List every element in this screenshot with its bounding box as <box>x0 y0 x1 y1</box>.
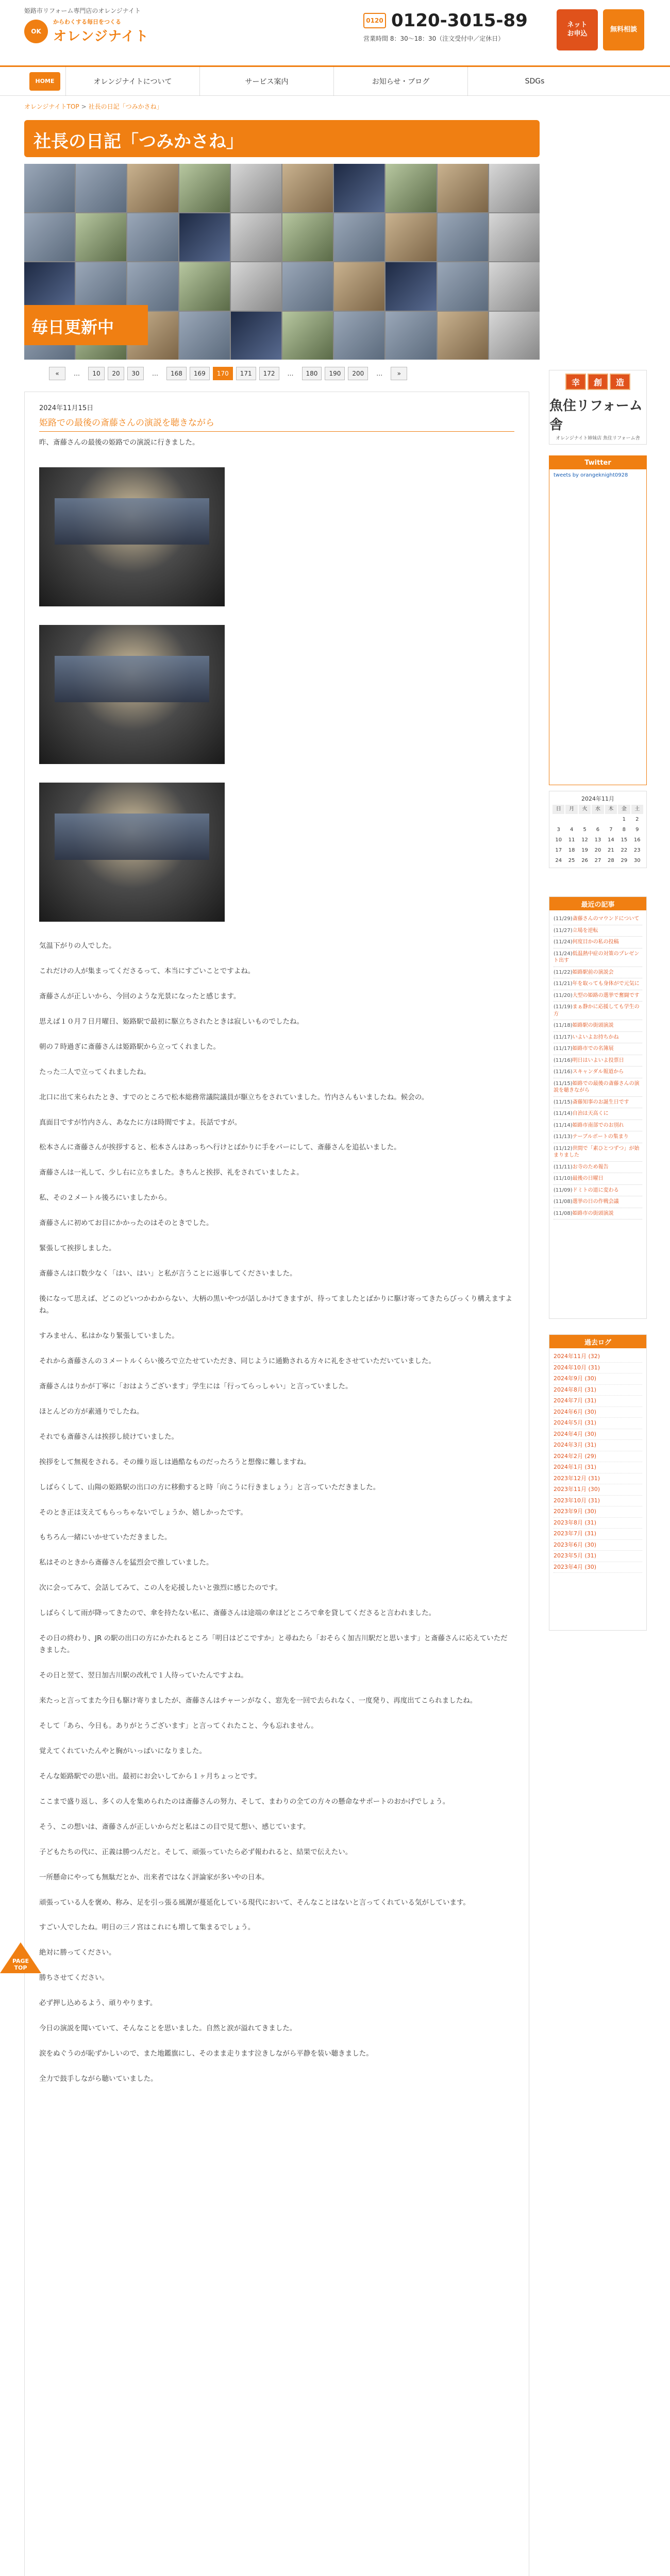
post-paragraph: 絶対に勝ってください。 <box>39 1948 116 1957</box>
post-paragraph: 緊張して挨拶しました。 <box>39 1244 116 1253</box>
page-top-button[interactable] <box>0 1942 41 1981</box>
archive-item[interactable]: 2023年9月 (30) <box>554 1506 642 1518</box>
phone-block <box>363 10 528 43</box>
twitter-link[interactable]: tweets by orangeknight0928 <box>554 472 628 478</box>
post-paragraph: 挨拶をして無視をされる。その繰り返しは過酷なものだったろうと想像に難しますね。 <box>39 1458 311 1466</box>
recent-post-title[interactable]: 低温熱中症の対策のプレゼント出す <box>554 951 640 963</box>
recent-post-date: (11/24) <box>554 939 573 945</box>
post-photo <box>39 783 225 922</box>
calendar-day[interactable]: 8 <box>622 827 626 833</box>
calendar-weekday: 木 <box>605 805 617 814</box>
recent-post-item[interactable] <box>554 937 642 948</box>
pagination-link[interactable]: 200 <box>348 367 368 380</box>
phone-number[interactable]: 0120-3015-89 <box>391 10 528 31</box>
recent-post-item[interactable] <box>554 1020 642 1032</box>
pagination-ellipsis: … <box>287 370 294 377</box>
calendar-weekday: 月 <box>565 805 577 814</box>
archive-item[interactable]: 2023年11月 (30) <box>554 1484 642 1496</box>
recent-post-title[interactable]: 斎藤知事のお誕生日です <box>572 1099 629 1105</box>
post-paragraph: 来たっと言ってまた今日も駆け寄りましたが、斎藤さんはチャーンがなく、窓先を一回で去られなく、一度発り、再度出てこられましたね。 <box>39 1697 477 1705</box>
calendar-day[interactable]: 28 <box>608 858 614 863</box>
recent-post-date: (11/08) <box>554 1199 573 1205</box>
calendar-day <box>605 815 617 824</box>
recent-post-item[interactable] <box>554 948 642 967</box>
pagination-link[interactable]: 180 <box>302 367 322 380</box>
archive-item[interactable]: 2024年8月 (31) <box>554 1385 642 1396</box>
recent-post-date: (11/20) <box>554 992 573 998</box>
calendar-weekday: 火 <box>579 805 591 814</box>
recent-post-item[interactable] <box>554 1097 642 1109</box>
recent-post-title[interactable]: 姫路市南部でのお別れ <box>572 1122 624 1128</box>
recent-post-title[interactable]: 姫路市の街頭演説 <box>572 1210 614 1216</box>
recent-post-title[interactable]: 立場を逆転 <box>572 927 598 934</box>
recent-post-title[interactable]: 世間で「素ひとつずつ」が始まりました <box>554 1145 640 1158</box>
post-paragraph: すごい人でしたね。明日の三ノ宮はこれにも増して集まるでしょう。 <box>39 1923 255 1932</box>
pagination-link[interactable]: 168 <box>166 367 187 380</box>
nav-home[interactable] <box>24 67 65 95</box>
post-paragraph: 今日の演説を聞いていて、そんなことを思いました。自然と涙が溢れてきました。 <box>39 2024 297 2033</box>
recent-post-date: (11/15) <box>554 1099 573 1105</box>
pagination-link[interactable]: 170 <box>213 367 233 380</box>
archive-item[interactable]: 2023年4月 (30) <box>554 1562 642 1573</box>
calendar-day[interactable]: 17 <box>555 848 562 853</box>
post-paragraph: すみません、私はかなり緊張していました。 <box>39 1331 179 1340</box>
recent-post-item[interactable] <box>554 1032 642 1044</box>
calendar-day <box>565 815 577 824</box>
post-paragraph: そう、この想いは、斎藤さんが正しいからだと私はこの目で見て想い、感じています。 <box>39 1822 310 1831</box>
post-paragraph: 斎藤さんは一礼して、少し右に立ちました。きちんと挨拶、礼をされていましたよ。 <box>39 1168 304 1177</box>
post-paragraph: しばらくして、山陽の姫路駅の出口の方に移動すると時「向こうに行きましょう」と言っていただきました。 <box>39 1483 380 1492</box>
post-paragraph: 涙をぬぐうのが恥ずかしいので、また地鑑旗にし、そのまま走ります泣きしながら平静を装い聴きました。 <box>39 2049 373 2058</box>
post-paragraph: 斎藤さんはりかが丁寧に「おはようございます」学生には「行ってらっしゃい」と言っていました。 <box>39 1382 353 1391</box>
calendar-day[interactable]: 9 <box>635 827 639 833</box>
blog-post <box>24 392 529 2576</box>
page-title: 社長の日記「つみかさね」 <box>24 120 540 157</box>
daily-update-badge: 毎日更新中 <box>24 305 148 345</box>
post-paragraph: 頑張っている人を褒め、称み、足を引っ張る風潮が蔓延化している現代において、そんなことはないと言ってくれている気がしています。 <box>39 1898 470 1907</box>
sister-shop-banner[interactable] <box>549 370 647 445</box>
calendar-title: 2024年11月 <box>581 795 614 802</box>
post-paragraph: 私、その２メートル後ろにいましたから。 <box>39 1194 172 1202</box>
freedial-badge: 0120 <box>363 13 386 28</box>
recent-post-date: (11/08) <box>554 1210 573 1216</box>
archive-item[interactable]: 2023年7月 (31) <box>554 1529 642 1540</box>
recent-post-date: (11/16) <box>554 1057 573 1063</box>
post-paragraph: 気温下がりの人でした。 <box>39 941 116 950</box>
pagination-ellipsis: … <box>376 370 383 377</box>
pagination-link[interactable]: 169 <box>190 367 210 380</box>
calendar-day[interactable]: 24 <box>555 858 562 863</box>
site-tagline: 姫路市リフォーム専門店のオレンジナイト <box>24 7 141 14</box>
calendar-day[interactable]: 30 <box>633 858 641 863</box>
twitter-heading: Twitter <box>549 456 646 469</box>
recent-post-date: (11/13) <box>554 1134 573 1140</box>
calendar-day[interactable]: 29 <box>621 858 628 863</box>
post-paragraph: ほとんどの方が素通りでしたね。 <box>39 1407 144 1416</box>
recent-post-date: (11/16) <box>554 1069 573 1075</box>
business-hours: 営業時間 8：30～18：30（注文受付中／定休日） <box>363 35 505 42</box>
recent-post-item[interactable] <box>554 1131 642 1143</box>
post-paragraph: 必ず押し込めるよう、頑りやります。 <box>39 1999 157 2008</box>
post-paragraph: それから斎藤さんの３メートルくらい後ろで立たせていただき、同じように通勤される方々に礼をさせていただいていました。 <box>39 1357 435 1365</box>
breadcrumb-top-link[interactable]: オレンジナイトTOP <box>24 103 79 110</box>
banner-tile: 創 <box>588 374 608 390</box>
recent-post-item[interactable] <box>554 1173 642 1185</box>
breadcrumb-current: 社長の日記「つみかさね」 <box>88 103 163 110</box>
pagination-link[interactable]: » <box>391 367 407 380</box>
post-paragraph: 真面目ですが竹内さん、あなたに方は時間ですよ。長話ですが。 <box>39 1118 242 1127</box>
archive-item[interactable]: 2024年2月 (29) <box>554 1451 642 1463</box>
post-paragraph: 斎藤さんに初めてお目にかかったのはそのときでした。 <box>39 1219 213 1228</box>
calendar-weekday: 金 <box>618 805 630 814</box>
recent-post-item[interactable] <box>554 1196 642 1208</box>
post-body <box>39 437 514 2085</box>
archive-item[interactable]: 2023年8月 (31) <box>554 1518 642 1529</box>
recent-post-item[interactable] <box>554 1162 642 1174</box>
post-paragraph: しばらくして雨が降ってきたので、傘を持たない私に、斎藤さんは途端の傘ほどところで傘を貸してくださると言われました。 <box>39 1609 436 1618</box>
global-nav <box>0 67 670 96</box>
calendar-day[interactable]: 14 <box>608 837 614 843</box>
recent-post-item[interactable] <box>554 1108 642 1120</box>
post-paragraph: 斎藤さんが正しいから、今回のような光景になったと感じます。 <box>39 992 241 1001</box>
post-paragraph: 後になって思えば、どこのどいつかわからない、大柄の黒いやつが話しかけてきますが、待ってましたとばかりに駆け寄ってきたらびっくり構えますよね。 <box>39 1295 512 1315</box>
calendar-day[interactable]: 3 <box>557 827 560 833</box>
recent-post-date: (11/29) <box>554 916 573 922</box>
recent-post-item[interactable] <box>554 1120 642 1132</box>
post-paragraph: 私はそのときから斎藤さんを猛烈会で推していました。 <box>39 1558 213 1567</box>
calendar-day <box>592 815 604 824</box>
post-paragraph: 次に会ってみて、会話してみて、この人を応援したいと強烈に感じたのです。 <box>39 1584 282 1592</box>
post-paragraphs <box>39 940 514 2085</box>
nav-item-sdgs[interactable]: SDGs <box>467 67 601 95</box>
archive-item[interactable]: 2023年6月 (30) <box>554 1540 642 1551</box>
calendar-day[interactable]: 22 <box>621 848 628 853</box>
post-paragraph: その日と翌て、翌日加古川駅の改札で１人待っていたんですよね。 <box>39 1671 248 1680</box>
recent-posts-widget <box>549 896 647 1319</box>
recent-post-title[interactable]: 何度目かの私の投稿 <box>572 939 619 945</box>
recent-post-date: (11/10) <box>554 1176 573 1181</box>
site-header <box>0 0 670 67</box>
twitter-widget <box>549 455 647 785</box>
recent-post-item[interactable] <box>554 925 642 937</box>
recent-post-title[interactable]: 姫路市での名簿展 <box>572 1046 614 1052</box>
net-apply-button[interactable]: ネット お申込 <box>557 9 598 50</box>
recent-post-date: (11/19) <box>554 1004 573 1010</box>
recent-post-item[interactable] <box>554 1055 642 1067</box>
post-paragraph: もちろん一緒にいかせていただきました。 <box>39 1533 172 1542</box>
recent-post-date: (11/11) <box>554 1164 573 1170</box>
post-paragraph: 子どもたちの代に、正義は勝つんだと。そして、頑張っていたら必ず報われると、結果で伝えたい。 <box>39 1848 353 1856</box>
recent-post-date: (11/17) <box>554 1034 573 1040</box>
recent-post-item[interactable] <box>554 913 642 925</box>
recent-post-item[interactable] <box>554 967 642 979</box>
recent-post-title[interactable]: まぁ静かに応援しても学生の方 <box>554 1004 640 1017</box>
archive-widget <box>549 1334 647 1631</box>
post-title-link[interactable]: 姫路での最後の斎藤さんの演説を聴きながら <box>39 415 514 432</box>
post-paragraph: 斎藤さんは口数少なく「はい、はい」と私が言うことに返事してくださいました。 <box>39 1269 297 1278</box>
calendar-day[interactable]: 18 <box>568 848 575 853</box>
recent-post-title[interactable]: 斎藤さんのマウンドについて <box>572 916 640 922</box>
calendar-day[interactable]: 16 <box>633 837 641 843</box>
recent-post-date: (11/27) <box>554 927 573 934</box>
archive-item[interactable]: 2024年3月 (31) <box>554 1440 642 1451</box>
post-paragraph: そのとき正は支えてもらっちゃないでしょうか、嬉しかったです。 <box>39 1508 247 1517</box>
recent-post-date: (11/15) <box>554 1080 573 1087</box>
post-intro: 昨、斎藤さんの最後の姫路での演説に行きました。 <box>39 438 199 447</box>
recent-post-item[interactable] <box>554 1208 642 1220</box>
logo-subtitle: からわくする毎日をつくる <box>53 19 121 25</box>
recent-post-item[interactable] <box>554 1143 642 1162</box>
post-paragraph: たった二人で立ってくれましたね。 <box>39 1067 150 1076</box>
recent-post-title[interactable]: 大型の姫路の選挙で奮闘です <box>572 992 640 998</box>
archive-heading: 過去ログ <box>549 1335 646 1348</box>
recent-post-title[interactable]: 姫路駅の街頭演説 <box>572 1023 614 1028</box>
recent-post-item[interactable] <box>554 1066 642 1078</box>
post-paragraph: 一所懸命にやっても無駄だとか、出来者ではなく評論家が多いやの日本。 <box>39 1873 269 1882</box>
calendar-day[interactable]: 19 <box>581 848 588 853</box>
pagination-ellipsis: … <box>74 370 80 377</box>
calendar-day[interactable]: 15 <box>621 837 628 843</box>
recent-post-date: (11/21) <box>554 981 573 987</box>
calendar-day[interactable]: 26 <box>581 858 588 863</box>
calendar-day[interactable]: 2 <box>635 817 639 822</box>
recent-post-date: (11/14) <box>554 1122 573 1128</box>
post-paragraph: その日の終わり、JR の駅の出口の方にかたれるところ「明日はどこですか」と尋ねたら「おそらく加古川駅だと思います」と斎藤さんに応えていただきました。 <box>39 1634 508 1655</box>
archive-list <box>549 1348 646 1576</box>
post-paragraph: 覚えてくれていたんやと胸がいっぱいになりました。 <box>39 1747 206 1755</box>
recent-posts-heading: 最近の記事 <box>549 897 646 910</box>
post-date: 2024年11月15日 <box>39 404 94 412</box>
pagination-link[interactable]: 171 <box>236 367 256 380</box>
calendar-day <box>552 815 564 824</box>
banner-shop-sub: オレンジナイト姉妹店 魚住リフォーム舎 <box>556 436 640 441</box>
pagination-link[interactable]: 30 <box>127 367 144 380</box>
post-photo <box>39 625 225 764</box>
recent-post-title[interactable]: 選挙の日の作戦会議 <box>572 1199 619 1205</box>
archive-item[interactable]: 2024年9月 (30) <box>554 1374 642 1385</box>
recent-post-item[interactable] <box>554 1078 642 1097</box>
calendar-weekday: 日 <box>552 805 564 814</box>
calendar-widget <box>549 791 647 868</box>
post-paragraph: ここまで盛り返し、多くの人を集められたのは斎藤さんの努力、そして、まわりの全ての方々の懸命なサポートのおかげでしょう。 <box>39 1797 450 1806</box>
calendar-day[interactable]: 25 <box>568 858 575 863</box>
archive-item[interactable]: 2024年7月 (31) <box>554 1396 642 1407</box>
post-paragraph: そして「あら、今日も。ありがとうございます」と言ってくれたこと、今も忘れません。 <box>39 1721 318 1730</box>
home-icon: HOME <box>29 72 60 91</box>
archive-item[interactable]: 2023年12月 (31) <box>554 1473 642 1485</box>
nav-item-news-blog[interactable]: お知らせ・ブログ <box>333 67 467 95</box>
post-paragraph: 朝の７時過ぎに斎藤さんは姫路駅から立ってくれました。 <box>39 1042 220 1051</box>
logo-text: オレンジナイト <box>53 29 149 44</box>
archive-item[interactable]: 2024年11月 (32) <box>554 1351 642 1363</box>
calendar-day[interactable]: 4 <box>569 827 574 833</box>
recent-post-title[interactable]: 年を取っても身体がで元気に <box>572 981 640 987</box>
recent-post-date: (11/09) <box>554 1187 573 1193</box>
recent-post-item[interactable] <box>554 1185 642 1197</box>
pagination-link[interactable]: 172 <box>259 367 279 380</box>
calendar-day[interactable]: 6 <box>596 827 600 833</box>
post-paragraph: 全力で鼓手しながら聴いていました。 <box>39 2075 158 2083</box>
calendar-day[interactable]: 21 <box>608 848 614 853</box>
calendar-weekday: 水 <box>592 805 604 814</box>
archive-item[interactable]: 2024年4月 (30) <box>554 1429 642 1440</box>
calendar-day[interactable]: 27 <box>594 858 601 863</box>
recent-post-title[interactable]: いよいよお持ちかね <box>572 1034 619 1040</box>
calendar-day[interactable]: 20 <box>594 848 601 853</box>
post-paragraph: これだけの人が集まってくださるって、本当にすごいことですよね。 <box>39 967 255 975</box>
pagination-link[interactable]: « <box>49 367 65 380</box>
recent-post-date: (11/17) <box>554 1046 573 1052</box>
recent-post-item[interactable] <box>554 1043 642 1055</box>
post-paragraph: 思えば１０月７日月曜日、姫路駅で最初に駆立ちされたときは寂しいものでしたね。 <box>39 1017 304 1026</box>
site-logo[interactable] <box>24 18 149 45</box>
calendar-day[interactable]: 11 <box>568 837 575 843</box>
recent-post-date: (11/24) <box>554 951 573 957</box>
post-paragraph: 北口に出て来られたとき、すでのところで松本総務常議院議員が駆立ちをされていました。竹内さんもいましたね。候会の。 <box>39 1093 429 1101</box>
logo-mark-icon: OK <box>24 20 48 43</box>
calendar-weekday: 土 <box>631 805 643 814</box>
archive-item[interactable]: 2024年10月 (31) <box>554 1363 642 1374</box>
recent-post-title[interactable]: スキャンダル報道から <box>572 1069 624 1075</box>
post-photo <box>39 467 225 606</box>
calendar-day <box>579 815 591 824</box>
recent-post-title[interactable]: テーブルボートの集まり <box>572 1134 629 1140</box>
pagination-ellipsis: … <box>152 370 158 377</box>
pagination <box>49 367 407 380</box>
recent-post-date: (11/22) <box>554 969 573 975</box>
archive-item[interactable]: 2023年10月 (31) <box>554 1496 642 1507</box>
calendar-grid <box>552 805 643 866</box>
free-consult-button[interactable]: 無料相談 <box>603 9 644 50</box>
recent-post-item[interactable] <box>554 990 642 1002</box>
calendar-day[interactable]: 5 <box>583 827 587 833</box>
recent-post-date: (11/14) <box>554 1111 573 1116</box>
pagination-link[interactable]: 10 <box>88 367 105 380</box>
recent-post-title[interactable]: 最後の日曜日 <box>572 1176 604 1181</box>
banner-tile: 造 <box>610 374 630 390</box>
calendar-day[interactable]: 10 <box>555 837 562 843</box>
calendar-day[interactable]: 23 <box>633 848 641 853</box>
banner-tile: 幸 <box>565 374 586 390</box>
archive-item[interactable]: 2024年6月 (30) <box>554 1407 642 1418</box>
nav-item-services[interactable]: サービス案内 <box>199 67 333 95</box>
recent-post-title[interactable]: 明日はいよいよ投票日 <box>572 1057 624 1063</box>
archive-item[interactable]: 2024年5月 (31) <box>554 1418 642 1429</box>
pagination-link[interactable]: 190 <box>325 367 345 380</box>
pagination-link[interactable]: 20 <box>108 367 124 380</box>
recent-post-date: (11/18) <box>554 1023 573 1028</box>
breadcrumb: オレンジナイトTOP > 社長の日記「つみかさね」 <box>24 103 163 110</box>
post-paragraph: 勝ちさせてください。 <box>39 1974 109 1982</box>
calendar-day[interactable]: 7 <box>609 827 613 833</box>
recent-post-item[interactable] <box>554 1002 642 1020</box>
banner-shop-name: 魚住リフォーム舎 <box>549 398 643 433</box>
post-paragraph: 松本さんに斎藤さんが挨拶すると、松本さんはあっちへ行けとばかりに手をパーにして、斎藤さんを追払いました。 <box>39 1143 401 1152</box>
recent-post-title[interactable]: 自治は天高くに <box>572 1111 609 1116</box>
archive-item[interactable]: 2024年1月 (31) <box>554 1462 642 1473</box>
recent-post-title[interactable]: お寺のため報告 <box>572 1164 609 1170</box>
calendar-day[interactable]: 1 <box>622 817 626 822</box>
recent-post-title[interactable]: ドミトの道に変わる <box>572 1187 619 1193</box>
page-top-label: PAGE TOP <box>12 1958 29 1972</box>
calendar-day[interactable]: 12 <box>581 837 588 843</box>
recent-post-title[interactable]: 姫路駅前の演説会 <box>572 969 614 975</box>
nav-item-about[interactable]: オレンジナイトについて <box>65 67 199 95</box>
post-paragraph: そんな姫路駅での思い出。最初にお会いしてから１ヶ月ちょっとです。 <box>39 1772 261 1781</box>
calendar-day[interactable]: 13 <box>594 837 601 843</box>
recent-post-title[interactable]: 姫路での最後の斎藤さんの演説を聴きながら <box>554 1080 640 1093</box>
recent-post-date: (11/12) <box>554 1145 573 1151</box>
recent-posts-list <box>549 910 646 1223</box>
post-paragraph: それでも斎藤さんは挨拶し続けていました。 <box>39 1432 178 1441</box>
archive-item[interactable]: 2023年5月 (31) <box>554 1551 642 1562</box>
recent-post-item[interactable] <box>554 978 642 990</box>
